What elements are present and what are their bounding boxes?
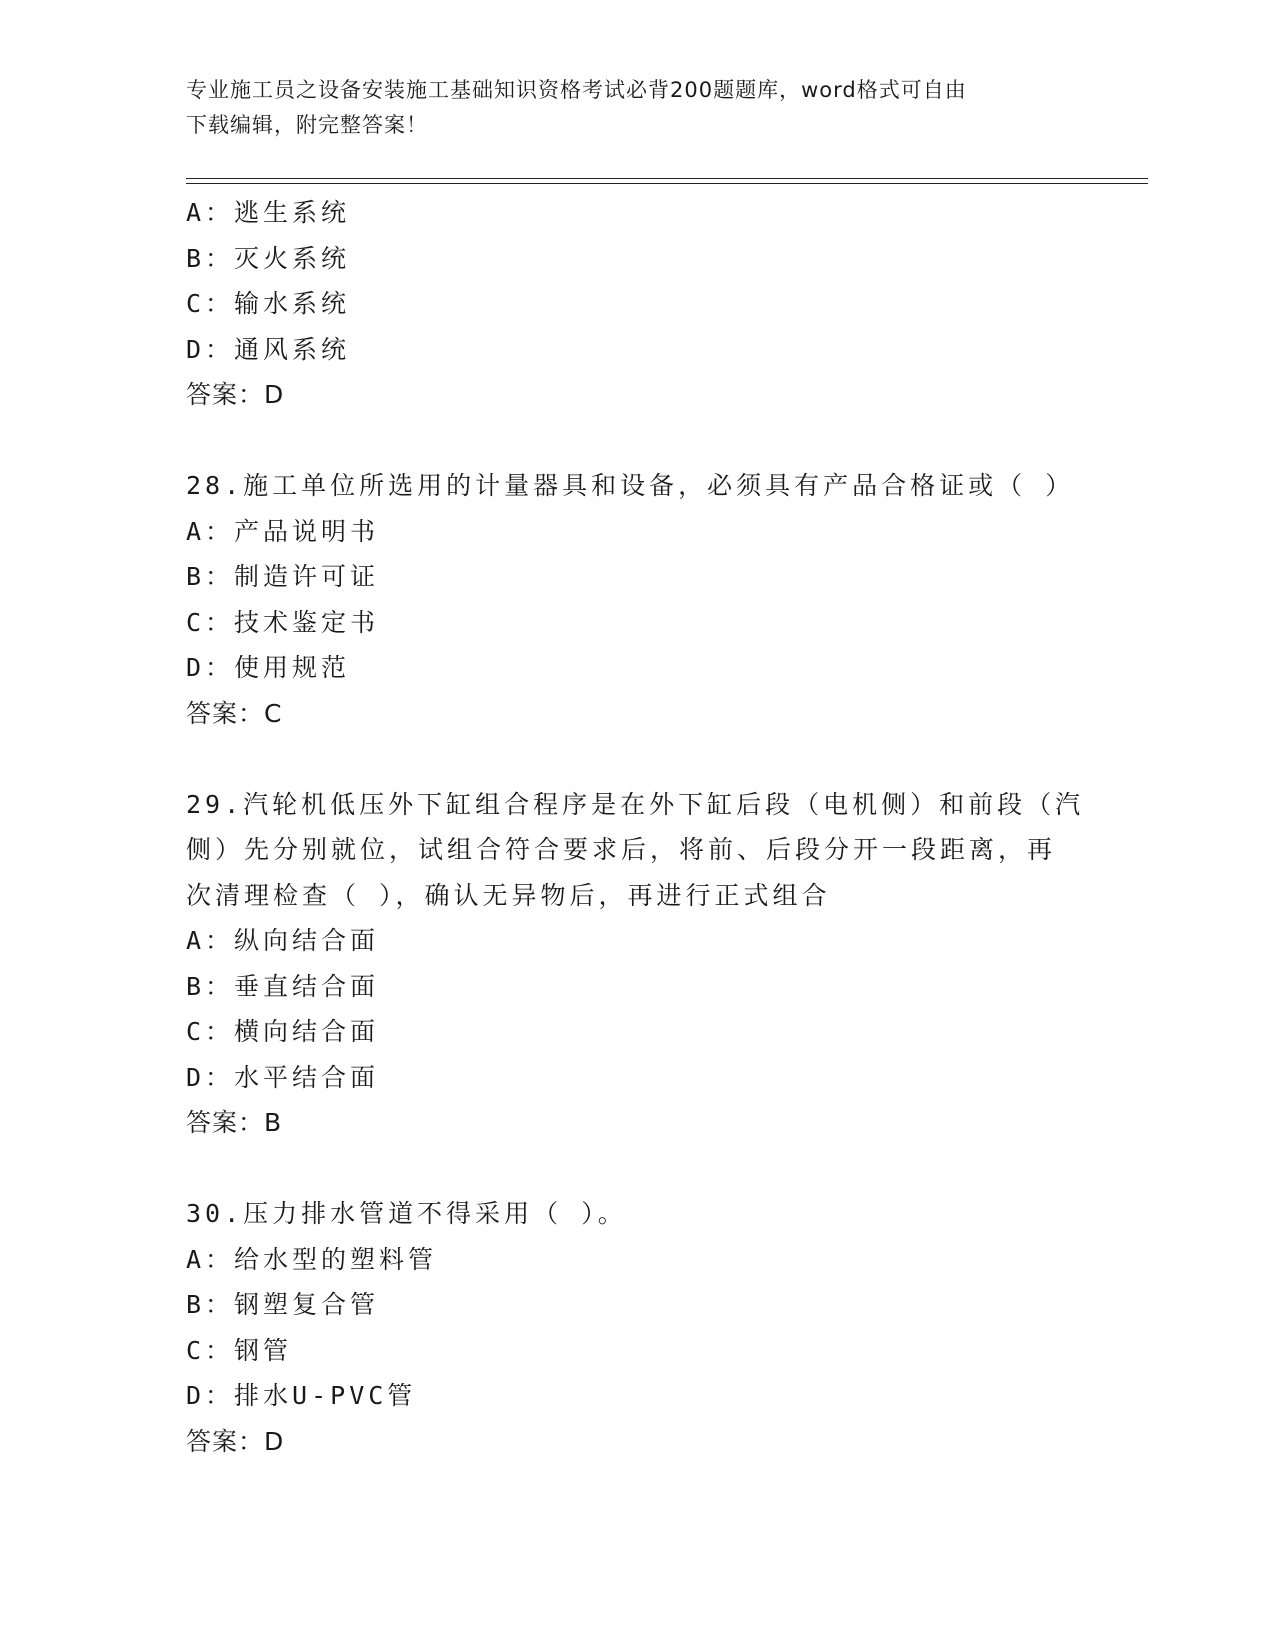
- question-list: [186, 190, 1086, 1464]
- option-d: D：水平结合面: [186, 1062, 380, 1092]
- option-a: A：纵向结合面: [186, 926, 380, 955]
- option-c: C：输水系统: [186, 289, 351, 318]
- option-a: A：逃生系统: [186, 198, 351, 227]
- header-line-2: 下载编辑，附完整答案！: [186, 113, 428, 137]
- page-header: [186, 73, 1086, 143]
- question-27: [186, 190, 1086, 418]
- option-a: A：给水型的塑料管: [186, 1244, 438, 1274]
- option-b: B：制造许可证: [186, 562, 380, 591]
- header-rule-bottom: [186, 183, 1148, 184]
- option-d: D：使用规范: [186, 653, 351, 682]
- option-b: B：钢塑复合管: [186, 1290, 380, 1319]
- option-d: D：排水U-PVC管: [186, 1381, 417, 1410]
- option-c: C：钢管: [186, 1335, 293, 1365]
- answer: 答案：C: [186, 698, 283, 728]
- option-b: B：灭火系统: [186, 243, 351, 273]
- question-stem: 侧）先分别就位，试组合符合要求后，将前、后段分开一段距离，再: [186, 835, 1057, 864]
- question-30: [186, 1191, 1086, 1464]
- question-stem: 次清理检查（ ），确认无异物后，再进行正式组合: [186, 880, 831, 910]
- option-a: A：产品说明书: [186, 516, 380, 546]
- question-28: [186, 463, 1086, 736]
- option-d: D：通风系统: [186, 334, 351, 364]
- header-line-1: 专业施工员之设备安装施工基础知识资格考试必背200题题库，word格式可自由: [186, 78, 967, 102]
- question-29: [186, 782, 1086, 1146]
- option-c: C：横向结合面: [186, 1017, 380, 1046]
- question-stem: 28.施工单位所选用的计量器具和设备，必须具有产品合格证或（ ）: [186, 471, 1075, 500]
- answer: 答案：D: [186, 1426, 285, 1456]
- option-c: C：技术鉴定书: [186, 607, 380, 637]
- question-stem: 30.压力排水管道不得采用（ ）。: [186, 1199, 627, 1228]
- option-b: B：垂直结合面: [186, 971, 380, 1001]
- answer: 答案：B: [186, 1108, 283, 1137]
- answer: 答案：D: [186, 380, 285, 409]
- question-stem: 29.汽轮机低压外下缸组合程序是在外下缸后段（电机侧）和前段（汽: [186, 789, 1085, 819]
- header-rule-top: [186, 178, 1148, 179]
